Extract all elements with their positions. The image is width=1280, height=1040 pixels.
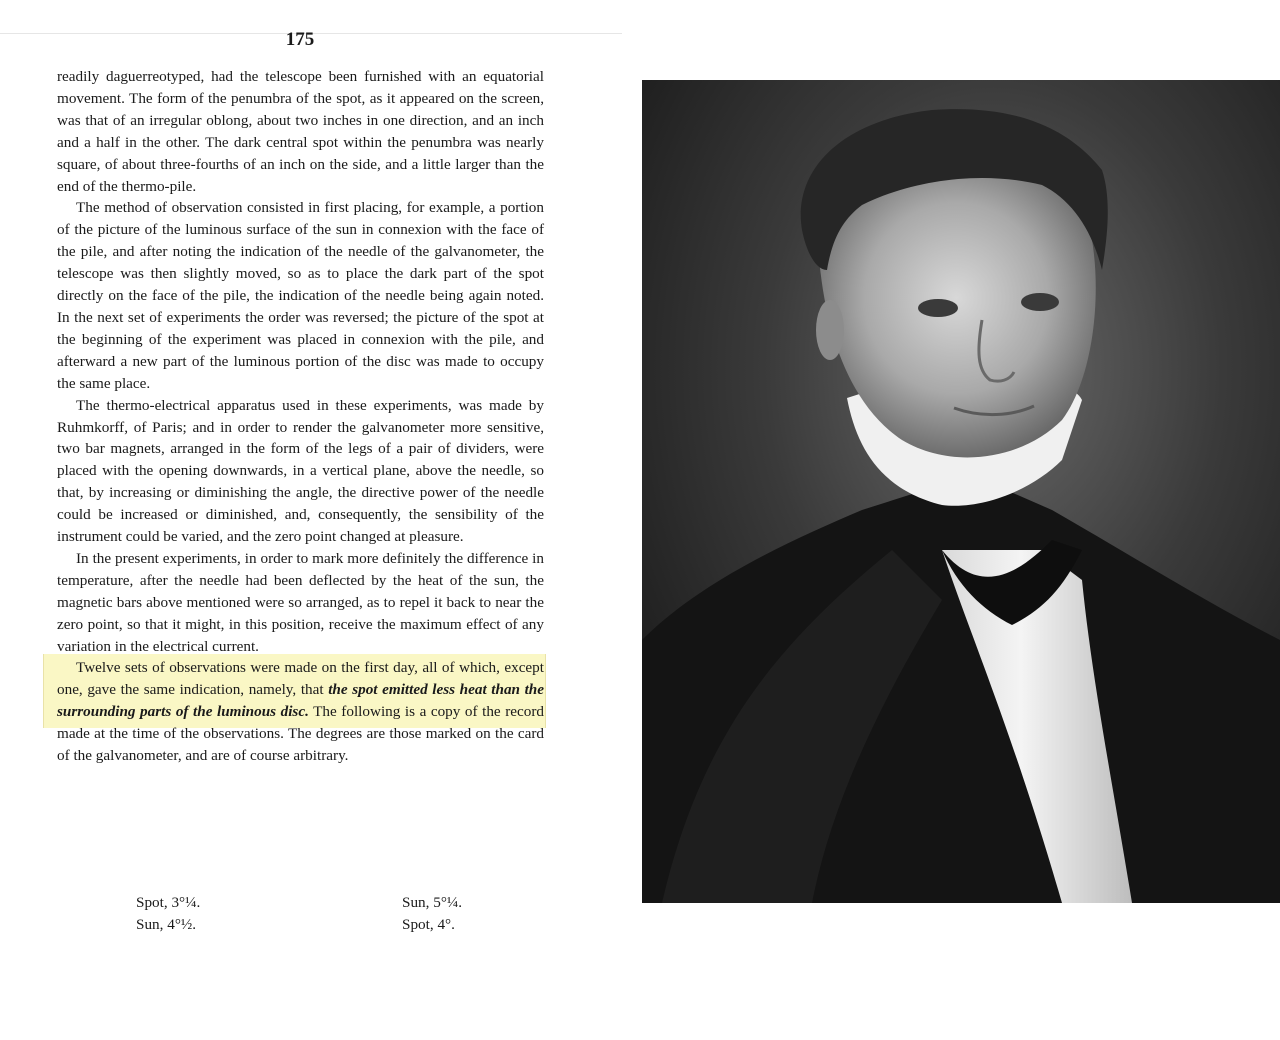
- paragraph-1: readily daguerreotyped, had the telescope been furnished with an equatorial movement. The form of the penumbra of the spot, as it appeared on the screen, was that of an irregular oblong, about two inches in one direction, and an inch and a half in the other. The dark central spot within the penumbra was nearly square, of about three-fourths of an inch on the side, and a little larger than the end of the thermo-pile.: [57, 68, 544, 195]
- reading-row: [136, 914, 496, 936]
- highlighted-paragraph[interactable]: [57, 657, 544, 767]
- portrait-photo: [642, 80, 1280, 903]
- reading-row: [136, 892, 496, 914]
- page-number: 175: [285, 29, 315, 50]
- paragraph-2: The method of observation consisted in first placing, for example, a portion of the picture of the luminous surface of the sun in connexion with the face of the pile, and after noting the indication of the needle of the galvanometer, the telescope was then slightly moved, so as to place the dark part of the spot directly on the face of the pile, the indication of the needle being again noted. In the next set of experiments the order was reversed; the picture of the spot at the beginning of the experiment was placed in connexion with the pile, and afterward a new part of the luminous portion of the disc was made to occupy the same place.: [57, 199, 544, 392]
- emphasis-text: the spot emitted less heat than the surrounding parts of the luminous disc.: [57, 681, 544, 721]
- reading-right: Spot, 4°.: [402, 916, 455, 933]
- reading-right: Sun, 5°¼.: [402, 894, 463, 911]
- paragraph-3: The thermo-electrical apparatus used in these experiments, was made by Ruhmkorff, of Paris; and in order to render the galvanometer more sensitive, two bar magnets, arranged in the form of the legs of a pair of dividers, were placed with the opening downwards, in a vertical plane, above the needle, so that, by increasing or diminishing the angle, the directive power of the needle could be increased or diminished, and, consequently, the sensibility of the instrument could be varied, and the zero point changed at pleasure.: [57, 396, 544, 546]
- continuation-text: The following is a copy of the record made at the time of the observations. The degrees are those marked on the card of the galvanometer, and are of course arbitrary.: [57, 703, 544, 765]
- document-page: [57, 66, 544, 767]
- galvanometer-readings: [136, 892, 496, 936]
- paragraph-4: In the present experiments, in order to mark more definitely the difference in temperature, after the needle had been deflected by the heat of the sun, the magnetic bars above mentioned were so arranged, as to repel it back to near the zero point, so that it might, in this position, receive the maximum effect of any variation in the electrical current.: [57, 549, 544, 655]
- reading-left: Spot, 3°¼.: [136, 894, 201, 911]
- highlight-text: Twelve sets of observations were made on the first day, all of which, except one, gave the same indication, namely, that: [57, 659, 544, 699]
- reading-left: Sun, 4°½.: [136, 916, 197, 933]
- daguerreotype-portrait-icon: [642, 80, 1280, 903]
